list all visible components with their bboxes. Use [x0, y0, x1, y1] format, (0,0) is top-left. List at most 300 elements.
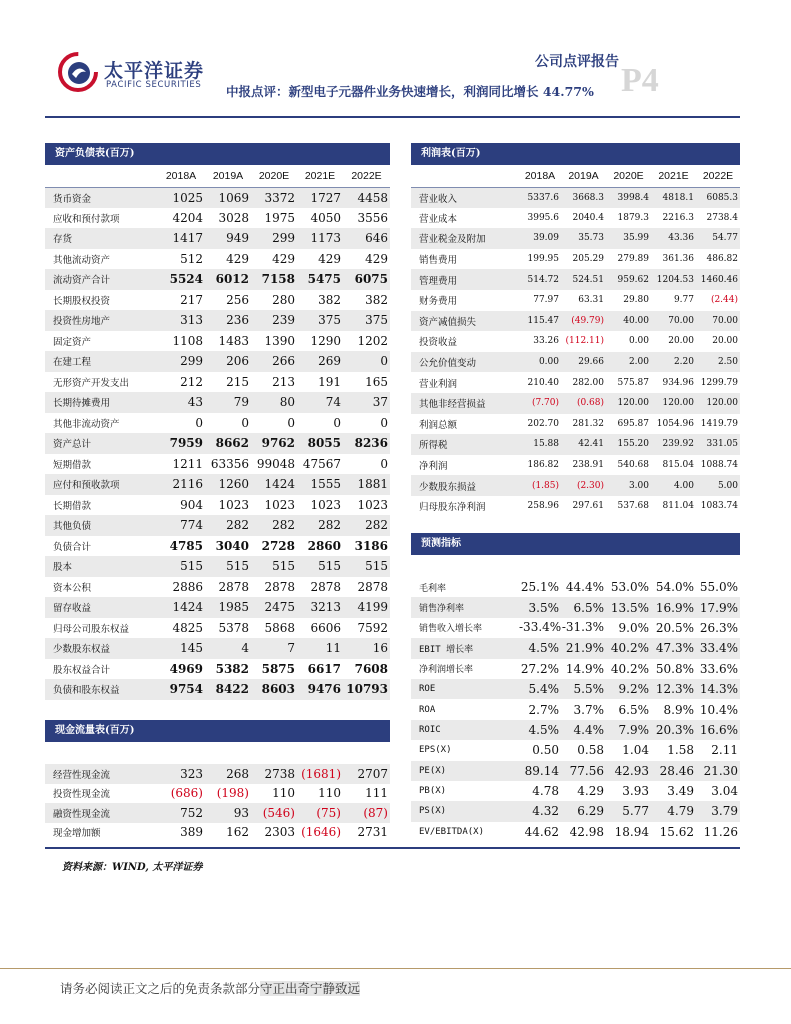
row-label: 其他非流动资产 — [53, 418, 120, 430]
cell-value: 40.00 — [606, 311, 651, 332]
cell-value: 1211 — [172, 456, 203, 471]
cell-value: 4.00 — [651, 475, 696, 496]
row-label: PS(X) — [411, 801, 519, 821]
cell-value: 512 — [180, 251, 203, 266]
cell-value: 4.5% — [519, 638, 561, 658]
cell-value: 15.62 — [659, 824, 694, 839]
cell-value: 2728 — [261, 538, 295, 553]
cell-value: 934.96 — [662, 377, 694, 388]
row-label: 毛利率 — [419, 583, 447, 594]
cell-value: 5875 — [261, 661, 295, 676]
cell-value: (686) — [170, 786, 203, 801]
cell-value: 3028 — [218, 210, 249, 225]
row-label: 其他流动资产 — [53, 254, 111, 266]
brand-name-cn: 太平洋证券 — [104, 60, 205, 82]
cell-value: (87) — [343, 803, 390, 823]
row-label: 负债和股东权益 — [45, 679, 157, 700]
cell-value: 2707 — [343, 764, 390, 784]
row-label: 资产总计 — [45, 433, 157, 454]
cell-value: 2886 — [172, 579, 203, 594]
cell-value: 212 — [180, 374, 203, 389]
cell-value: 1975 — [264, 210, 295, 225]
cell-value: 1881 — [343, 474, 390, 495]
cell-value: 4 — [205, 638, 251, 659]
cell-value: 21.30 — [696, 761, 740, 781]
table-row — [45, 638, 390, 659]
row-label: 长期股权投资 — [53, 295, 111, 307]
row-label: 投资性现金流 — [53, 789, 111, 801]
cell-value: 7 — [251, 638, 297, 659]
cell-value: 282 — [251, 515, 297, 536]
table-row — [411, 269, 740, 290]
cell-value: 269 — [297, 351, 343, 372]
year-header-row — [45, 165, 390, 187]
cell-value: (2.44) — [710, 295, 738, 306]
table-row — [411, 331, 740, 352]
cell-value: 3.5% — [519, 597, 561, 617]
cell-value: 313 — [157, 310, 205, 331]
table-row — [411, 699, 740, 719]
row-label: 股本 — [45, 556, 157, 577]
row-label: 销售收入增长率 — [419, 624, 483, 635]
cell-value: 1727 — [297, 187, 343, 208]
cell-value: 8603 — [251, 679, 297, 700]
row-label: 在建工程 — [45, 351, 157, 372]
cell-value: 1483 — [218, 333, 249, 348]
row-label: 资产减值损失 — [411, 311, 519, 332]
cell-value: 1985 — [205, 597, 251, 618]
source-note: 资料来源：WIND, 太平洋证券 — [62, 862, 203, 873]
cell-value: 210.40 — [527, 377, 559, 388]
row-label: 流动资产合计 — [45, 269, 157, 290]
cell-value: 5868 — [264, 620, 295, 635]
cell-value: 2.50 — [696, 352, 740, 373]
footer-disclaimer — [60, 979, 360, 997]
row-label: 货币资金 — [45, 187, 157, 208]
cell-value: (49.79) — [561, 311, 606, 332]
cell-value: 279.89 — [617, 254, 649, 265]
cell-value: 9476 — [297, 679, 343, 700]
row-label: 投资性房地产 — [45, 310, 157, 331]
cell-value: 111 — [365, 786, 388, 801]
cell-value: 1054.96 — [656, 418, 694, 429]
cell-value: (546) — [251, 803, 297, 823]
row-label: PB(X) — [419, 786, 447, 797]
cell-value: (75) — [297, 803, 343, 823]
row-label: 销售费用 — [419, 255, 458, 267]
cell-value: 99048 — [256, 456, 295, 471]
cell-value: 6085.3 — [696, 187, 740, 208]
cell-value: 3556 — [357, 210, 388, 225]
forecast-table — [411, 577, 740, 842]
cell-value: 774 — [157, 515, 205, 536]
cell-value: 2731 — [357, 825, 388, 840]
cell-value: 3372 — [251, 187, 297, 208]
cell-value: 8.9% — [663, 702, 694, 717]
cell-value: 282.00 — [572, 377, 604, 388]
row-label: 净利润增长率 — [419, 665, 474, 676]
cell-value: 1023 — [264, 497, 295, 512]
row-label: 少数股东权益 — [45, 638, 157, 659]
table-row — [411, 290, 740, 311]
cell-value: 5.5% — [561, 679, 606, 699]
cell-value: 1.04 — [622, 743, 649, 758]
table-row — [411, 761, 740, 781]
cell-value: 162 — [226, 825, 249, 840]
cell-value: 0 — [343, 351, 390, 372]
cell-value: 575.87 — [617, 377, 649, 388]
table-row — [411, 618, 740, 638]
table-row — [411, 679, 740, 699]
year-header: 2019A — [561, 165, 606, 187]
table-row — [45, 392, 390, 413]
cell-value: 33.4% — [696, 638, 740, 658]
balance-sheet-title: 资产负债表(百万) — [45, 143, 390, 165]
cell-value: 93 — [205, 803, 251, 823]
row-label: 归母股东净利润 — [419, 502, 486, 514]
cell-value: 33.26 — [533, 336, 559, 347]
cell-value: 202.70 — [527, 418, 559, 429]
cell-value: 9754 — [157, 679, 205, 700]
cell-value: 17.9% — [696, 597, 740, 617]
cell-value: 236 — [205, 310, 251, 331]
cell-value: 28.46 — [651, 761, 696, 781]
cell-value: 4.4% — [561, 720, 606, 740]
cell-value: 5475 — [297, 269, 343, 290]
cell-value: 89.14 — [519, 761, 561, 781]
cell-value: 9762 — [251, 433, 297, 454]
cell-value: 16.9% — [651, 597, 696, 617]
cell-value: (0.68) — [561, 393, 606, 414]
cell-value: 120.00 — [651, 393, 696, 414]
table-row — [45, 803, 390, 823]
table-row — [45, 351, 390, 372]
cell-value: 1424 — [251, 474, 297, 495]
cell-value: 18.94 — [614, 824, 649, 839]
cell-value: 77.56 — [561, 761, 606, 781]
cell-value: 0.50 — [532, 743, 559, 758]
table-row — [45, 310, 390, 331]
table-row — [411, 414, 740, 435]
table-row — [45, 679, 390, 700]
table-bottom-divider — [45, 847, 740, 849]
row-label: 资本公积 — [53, 582, 92, 594]
year-header: 2019A — [205, 165, 251, 187]
cell-value: 47567 — [302, 456, 341, 471]
cell-value: 1417 — [157, 228, 205, 249]
disclaimer-text: 请务必阅读正文之后的免责条款部分 — [60, 981, 261, 996]
cell-value: 258.96 — [527, 501, 559, 512]
cell-value: 515 — [297, 556, 343, 577]
cell-value: 3668.3 — [561, 187, 606, 208]
table-row — [45, 659, 390, 680]
cell-value: 7.9% — [606, 720, 651, 740]
cell-value: 1088.74 — [700, 460, 738, 471]
cell-value: 120.00 — [696, 393, 740, 414]
cell-value: 4.78 — [532, 784, 559, 799]
row-label: 归母公司股东权益 — [53, 623, 130, 635]
cell-value: 165 — [365, 374, 388, 389]
cell-value: 375 — [343, 310, 390, 331]
cell-value: 155.20 — [606, 434, 651, 455]
cell-value: 10.4% — [699, 702, 738, 717]
cell-value: 6.29 — [561, 801, 606, 821]
cell-value: 33.6% — [699, 661, 738, 676]
cell-value: 50.8% — [655, 661, 694, 676]
row-label: 固定资产 — [53, 336, 92, 348]
cell-value: 115.47 — [519, 311, 561, 332]
footer-motto: 守正出奇宁静致远 — [260, 981, 361, 996]
cell-value: 40.2% — [610, 661, 649, 676]
cash-flow-table — [45, 764, 390, 842]
cell-value: 486.82 — [706, 254, 738, 265]
table-row — [411, 740, 740, 760]
cell-value: 20.00 — [712, 336, 738, 347]
table-row — [45, 577, 390, 598]
cell-value: 5.77 — [606, 801, 651, 821]
cell-value: 1390 — [264, 333, 295, 348]
row-label: 销售净利率 — [411, 597, 519, 617]
cell-value: 27.2% — [520, 661, 559, 676]
cell-value: 524.51 — [561, 269, 606, 290]
cell-value: (1646) — [301, 825, 341, 840]
row-label: 现金增加额 — [53, 828, 101, 840]
cell-value: 205.29 — [572, 254, 604, 265]
cell-value: 79 — [205, 392, 251, 413]
table-row — [411, 801, 740, 821]
table-row — [411, 393, 740, 414]
cell-value: 2878 — [310, 579, 341, 594]
year-header: 2018A — [157, 165, 205, 187]
table-row — [411, 475, 740, 496]
row-label: PE(X) — [411, 761, 519, 781]
cell-value: 7608 — [354, 661, 388, 676]
table-row — [45, 413, 390, 434]
cell-value: 2860 — [307, 538, 341, 553]
row-label: ROA — [419, 704, 436, 715]
cell-value: 3995.6 — [527, 212, 559, 223]
table-row — [45, 556, 390, 577]
cell-value: 7592 — [357, 620, 388, 635]
cell-value: 752 — [157, 803, 205, 823]
cell-value: 1023 — [310, 497, 341, 512]
row-label: 长期待摊费用 — [45, 392, 157, 413]
cell-value: 42.93 — [606, 761, 651, 781]
cell-value: 7959 — [157, 433, 205, 454]
cell-value: 8055 — [297, 433, 343, 454]
cell-value: 1299.79 — [700, 377, 738, 388]
row-label: 其他非经营损益 — [411, 393, 519, 414]
table-row — [411, 638, 740, 658]
table-row — [411, 208, 740, 229]
cell-value: 4825 — [172, 620, 203, 635]
cell-value: 1083.74 — [700, 501, 738, 512]
cell-value: 39.09 — [519, 228, 561, 249]
row-label: 管理费用 — [411, 269, 519, 290]
cell-value: 4969 — [169, 661, 203, 676]
cell-value: 35.73 — [561, 228, 606, 249]
row-label: 财务费用 — [419, 296, 458, 308]
row-label: ROE — [411, 679, 519, 699]
cell-value: 20.3% — [651, 720, 696, 740]
cell-value: 42.98 — [569, 824, 604, 839]
cell-value: 63356 — [210, 456, 249, 471]
cell-value: 238.91 — [572, 460, 604, 471]
cell-value: 9.2% — [606, 679, 651, 699]
cell-value: 13.5% — [606, 597, 651, 617]
table-row — [411, 822, 740, 842]
cell-value: 110 — [318, 786, 341, 801]
cell-value: 29.66 — [561, 352, 606, 373]
cell-value: 1419.79 — [700, 418, 738, 429]
row-label: 净利润 — [419, 461, 448, 473]
cell-value: 1260 — [205, 474, 251, 495]
table-row — [411, 372, 740, 393]
cell-value: 266 — [251, 351, 297, 372]
headline: 中报点评：新型电子元器件业务快速增长，利润同比增长 44.77% — [226, 84, 594, 99]
cell-value: 429 — [226, 251, 249, 266]
row-label: EV/EBITDA(X) — [419, 826, 485, 837]
table-row — [411, 720, 740, 740]
cell-value: 80 — [251, 392, 297, 413]
cell-value: 0 — [287, 415, 295, 430]
cell-value: 26.3% — [699, 620, 738, 635]
cell-value: 2.00 — [606, 352, 651, 373]
year-header-row — [411, 165, 740, 187]
cell-value: 1424 — [157, 597, 205, 618]
cell-value: 15.88 — [519, 434, 561, 455]
cell-value: 10793 — [343, 679, 390, 700]
cell-value: 186.82 — [527, 460, 559, 471]
cell-value: 4204 — [172, 210, 203, 225]
cell-value: 77.97 — [533, 295, 559, 306]
cell-value: 537.68 — [617, 501, 649, 512]
cell-value: 215 — [226, 374, 249, 389]
cell-value: 2878 — [357, 579, 388, 594]
cell-value: 4785 — [169, 538, 203, 553]
page-number: P4 — [621, 62, 659, 99]
cell-value: 695.87 — [617, 418, 649, 429]
cell-value: 37 — [343, 392, 390, 413]
table-row — [411, 781, 740, 801]
table-row — [411, 311, 740, 332]
row-label: 少数股东损益 — [411, 475, 519, 496]
cell-value: 515 — [343, 556, 390, 577]
cell-value: -31.3% — [561, 620, 604, 635]
row-label: 融资性现金流 — [45, 803, 157, 823]
table-row — [45, 536, 390, 557]
cell-value: 43.36 — [651, 228, 696, 249]
cell-value: 110 — [272, 786, 295, 801]
cell-value: 25.1% — [520, 580, 559, 595]
cell-value: 5524 — [157, 269, 205, 290]
cell-value: 514.72 — [519, 269, 561, 290]
table-row — [45, 618, 390, 639]
cell-value: 16 — [343, 638, 390, 659]
cell-value: 0 — [195, 415, 203, 430]
table-row — [45, 433, 390, 454]
cell-value: 199.95 — [527, 254, 559, 265]
income-statement-title: 利润表(百万) — [411, 143, 740, 165]
cell-value: 2878 — [218, 579, 249, 594]
cell-value: 239.92 — [651, 434, 696, 455]
cell-value: 11 — [297, 638, 343, 659]
cell-value: 2738.4 — [706, 212, 738, 223]
cell-value: 63.31 — [578, 295, 604, 306]
cell-value: 3040 — [215, 538, 249, 553]
row-label: 营业收入 — [411, 187, 519, 208]
year-header: 2018A — [519, 165, 561, 187]
cell-value: 8662 — [205, 433, 251, 454]
cell-value: 14.3% — [696, 679, 740, 699]
cell-value: 6606 — [310, 620, 341, 635]
cell-value: 213 — [272, 374, 295, 389]
cell-value: 1108 — [172, 333, 203, 348]
cell-value: 145 — [157, 638, 205, 659]
row-label: 营业税金及附加 — [411, 228, 519, 249]
cell-value: 282 — [205, 515, 251, 536]
cell-value: (1681) — [297, 764, 343, 784]
cell-value: 206 — [205, 351, 251, 372]
cell-value: (2.30) — [561, 475, 606, 496]
cell-value: (112.11) — [565, 336, 604, 347]
row-label: 所得税 — [411, 434, 519, 455]
brand-name-en: PACIFIC SECURITIES — [106, 80, 202, 90]
table-row — [411, 249, 740, 270]
cell-value: 6.5% — [618, 702, 649, 717]
cell-value: 239 — [251, 310, 297, 331]
row-label: 长期借款 — [53, 500, 92, 512]
cell-value: 949 — [205, 228, 251, 249]
cell-value: 959.62 — [606, 269, 651, 290]
cell-value: 2738 — [251, 764, 297, 784]
row-label: 股东权益合计 — [53, 664, 111, 676]
year-header: 2020E — [606, 165, 651, 187]
row-label: 无形资产开发支出 — [53, 377, 130, 389]
table-row — [411, 577, 740, 597]
cell-value: 9.77 — [673, 295, 694, 306]
cell-value: 4.5% — [519, 720, 561, 740]
cell-value: 0 — [241, 415, 249, 430]
cell-value: 1023 — [218, 497, 249, 512]
income-statement-table — [411, 165, 740, 517]
cell-value: 389 — [180, 825, 203, 840]
header-blank — [411, 165, 519, 187]
cell-value: 2116 — [157, 474, 205, 495]
row-label: 短期借款 — [53, 459, 92, 471]
cell-value: 429 — [365, 251, 388, 266]
cell-value: 297.61 — [572, 501, 604, 512]
cell-value: 6617 — [307, 661, 341, 676]
cell-value: 1202 — [357, 333, 388, 348]
cell-value: 8236 — [343, 433, 390, 454]
table-row — [45, 784, 390, 804]
cell-value: 47.3% — [651, 638, 696, 658]
cell-value: 6012 — [205, 269, 251, 290]
cell-value: 382 — [365, 292, 388, 307]
cell-value: 44.62 — [524, 824, 559, 839]
cell-value: 299 — [251, 228, 297, 249]
row-label: ROIC — [411, 720, 519, 740]
cell-value: 0.00 — [519, 352, 561, 373]
cell-value: 1290 — [310, 333, 341, 348]
cell-value: 43 — [157, 392, 205, 413]
cell-value: 4.29 — [577, 784, 604, 799]
cell-value: 1879.3 — [617, 212, 649, 223]
cell-value: 9.0% — [618, 620, 649, 635]
row-label: 应付和预收款项 — [45, 474, 157, 495]
cell-value: 2878 — [264, 579, 295, 594]
